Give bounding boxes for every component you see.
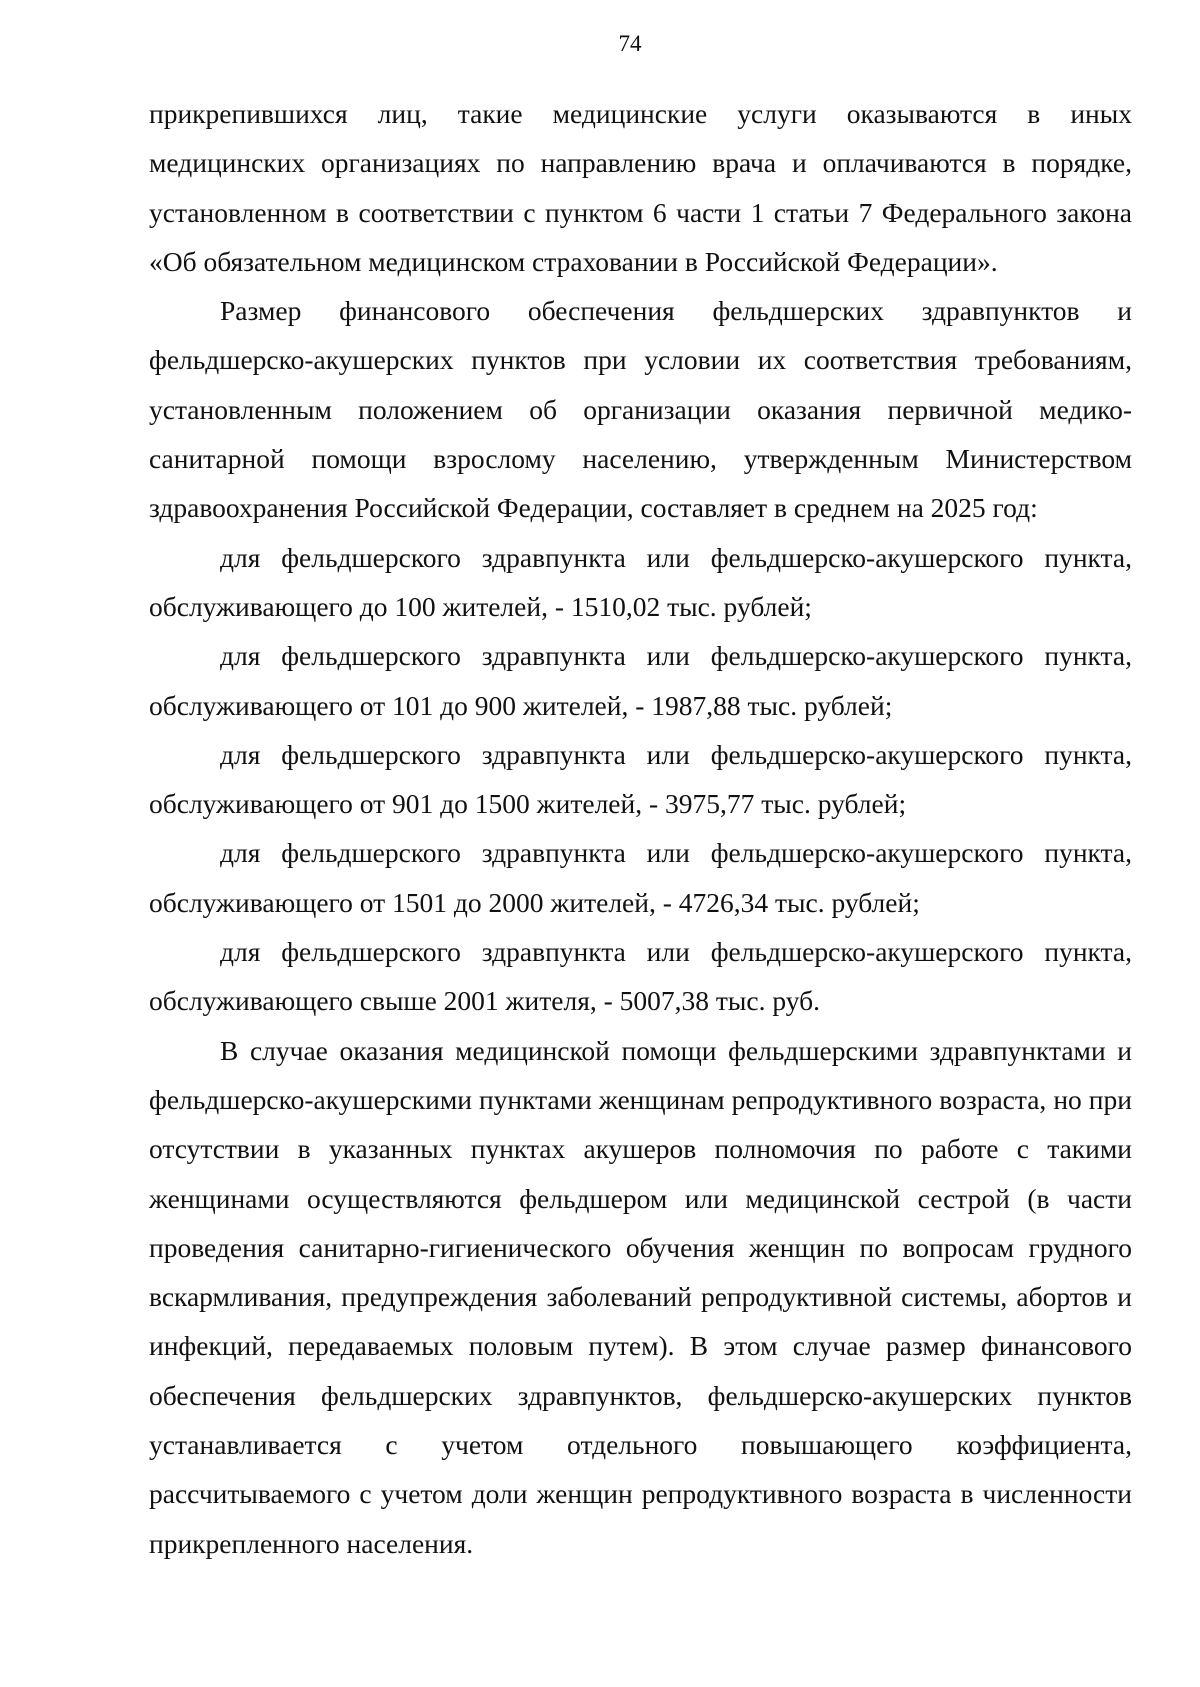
paragraph-continuation: прикрепившихся лиц, такие медицинские услуги оказываются в иных медицинских организациях по направлению врача и оплачиваются в порядке, установленном в соответствии с пунктом 6 части 1 статьи 7 Федерального закона «Об обязательном медицинском страховании в Российской Федерации».: [149, 98, 1132, 277]
paragraph-rate-901-1500: для фельдшерского здравпункта или фельдшерско-акушерского пункта, обслуживающего от 901 до 1500 жителей, - 3975,77 тыс. рублей;: [149, 738, 1132, 820]
paragraph-rate-101-900: для фельдшерского здравпункта или фельдшерско-акушерского пункта, обслуживающего от 101 до 900 жителей, - 1987,88 тыс. рублей;: [149, 640, 1132, 721]
paragraph-rate-over-2001: для фельдшерского здравпункта или фельдшерско-акушерского пункта, обслуживающего свыше 2001 жителя, - 5007,38 тыс. руб.: [149, 936, 1132, 1017]
document-body: [149, 89, 1132, 1568]
paragraph-rate-up-to-100: для фельдшерского здравпункта или фельдшерско-акушерского пункта, обслуживающего до 100 жителей, - 1510,02 тыс. рублей;: [149, 541, 1132, 622]
paragraph-funding-size: Размер финансового обеспечения фельдшерских здравпунктов и фельдшерско-акушерских пунктов при условии их соответствия требованиям, установленным положением об организации оказания первичной медико-санитарной помощи взрослому населению, утвержденным Министерством здравоохранения Российской Федерации, составляет в среднем на 2025 год:: [149, 295, 1132, 524]
paragraph-rate-1501-2000: для фельдшерского здравпункта или фельдшерско-акушерского пункта, обслуживающего от 1501 до 2000 жителей, - 4726,34 тыс. рублей;: [149, 837, 1132, 918]
page-number: 74: [618, 31, 642, 56]
paragraph-reproductive-age: В случае оказания медицинской помощи фельдшерскими здравпунктами и фельдшерско-акушерскими пунктами женщинам репродуктивного возраста, но при отсутствии в указанных пунктах акушеров полномочия по работе с такими женщинами осуществляются фельдшером или медицинской сестрой (в части проведения санитарно-гигиенического обучения женщин по вопросам грудного вскармливания, предупреждения заболеваний репродуктивной системы, абортов и инфекций, передаваемых половым путем). В этом случае размер финансового обеспечения фельдшерских здравпунктов, фельдшерско-акушерских пунктов устанавливается с учетом отдельного повышающего коэффициента, рассчитываемого с учетом доли женщин репродуктивного возраста в численности прикрепленного населения.: [149, 1034, 1132, 1559]
